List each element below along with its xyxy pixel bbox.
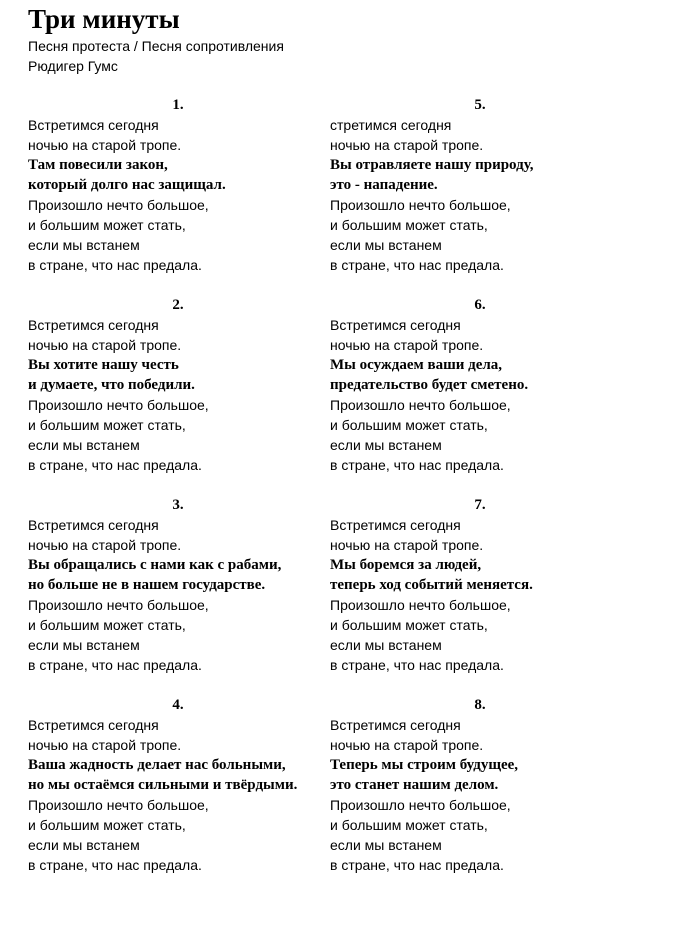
verse-line: Встретимся сегодня bbox=[330, 517, 461, 533]
verse-line: ночью на старой тропе. bbox=[330, 737, 484, 753]
verse-line: в стране, что нас предала. bbox=[28, 857, 202, 873]
verse-line: и большим может стать, bbox=[330, 817, 488, 833]
verse-line: ночью на старой тропе. bbox=[330, 537, 484, 553]
verse-line: ночью на старой тропе. bbox=[28, 537, 182, 553]
verse-line: и большим может стать, bbox=[28, 217, 186, 233]
verse-line: ночью на старой тропе. bbox=[330, 137, 484, 153]
verse-bold-line: Ваша жадность делает нас больными, bbox=[28, 757, 286, 773]
verse-bold-line: Вы хотите нашу честь bbox=[28, 357, 179, 373]
verse-line: и большим может стать, bbox=[28, 617, 186, 633]
verse-line: ночью на старой тропе. bbox=[28, 737, 182, 753]
verse-line: в стране, что нас предала. bbox=[28, 657, 202, 673]
verse-bold-line: Там повесили закон, bbox=[28, 157, 168, 173]
verse-number: 4. bbox=[172, 697, 184, 713]
verse-bold-line: и думаете, что победили. bbox=[28, 377, 195, 393]
verse-line: Произошло нечто большое, bbox=[28, 397, 209, 413]
verse-line: стретимся сегодня bbox=[330, 117, 452, 133]
verse-bold-line: который долго нас защищал. bbox=[28, 177, 226, 193]
verse-line: Встретимся сегодня bbox=[28, 117, 159, 133]
song-subtitle: Песня протеста / Песня сопротивления bbox=[28, 38, 284, 54]
verse-bold-line: Вы отравляете нашу природу, bbox=[330, 157, 534, 173]
verse-line: и большим может стать, bbox=[330, 617, 488, 633]
verse-line: если мы встанем bbox=[330, 437, 442, 453]
song-title: Три минуты bbox=[28, 4, 180, 34]
verse-line: Встретимся сегодня bbox=[330, 717, 461, 733]
verse-line: если мы встанем bbox=[330, 237, 442, 253]
verse-line: ночью на старой тропе. bbox=[28, 137, 182, 153]
verse-bold-line: Теперь мы строим будущее, bbox=[330, 757, 519, 773]
verse-bold-line: Мы осуждаем ваши дела, bbox=[330, 357, 503, 373]
verse-5 bbox=[330, 95, 630, 275]
verse-line: Встретимся сегодня bbox=[28, 717, 159, 733]
verse-line: Произошло нечто большое, bbox=[28, 797, 209, 813]
verse-line: Встретимся сегодня bbox=[28, 317, 159, 333]
verse-number: 7. bbox=[474, 497, 486, 513]
verse-line: в стране, что нас предала. bbox=[330, 657, 504, 673]
verse-bold-line: но больше не в нашем государстве. bbox=[28, 577, 266, 593]
verse-line: если мы встанем bbox=[330, 837, 442, 853]
verse-line: Произошло нечто большое, bbox=[330, 597, 511, 613]
verse-3 bbox=[28, 495, 328, 675]
verse-line: Произошло нечто большое, bbox=[330, 197, 511, 213]
verse-6 bbox=[330, 295, 630, 475]
verse-line: Встретимся сегодня bbox=[28, 517, 159, 533]
verse-line: и большим может стать, bbox=[28, 817, 186, 833]
verse-line: Встретимся сегодня bbox=[330, 317, 461, 333]
verse-number: 5. bbox=[474, 97, 486, 113]
verse-line: если мы встанем bbox=[28, 837, 140, 853]
verse-line: ночью на старой тропе. bbox=[28, 337, 182, 353]
verse-line: и большим может стать, bbox=[330, 417, 488, 433]
verse-2 bbox=[28, 295, 328, 475]
verse-line: ночью на старой тропе. bbox=[330, 337, 484, 353]
verse-8 bbox=[330, 695, 630, 875]
verse-line: если мы встанем bbox=[330, 637, 442, 653]
verse-7 bbox=[330, 495, 630, 675]
verse-line: и большим может стать, bbox=[330, 217, 488, 233]
verse-number: 6. bbox=[474, 297, 486, 313]
verse-number: 3. bbox=[172, 497, 184, 513]
verse-bold-line: Вы обращались с нами как с рабами, bbox=[28, 557, 282, 573]
verse-bold-line: это станет нашим делом. bbox=[330, 777, 499, 793]
verse-number: 2. bbox=[172, 297, 184, 313]
verse-line: если мы встанем bbox=[28, 637, 140, 653]
verse-bold-line: Мы боремся за людей, bbox=[330, 557, 482, 573]
verse-line: Произошло нечто большое, bbox=[28, 597, 209, 613]
verse-number: 1. bbox=[172, 97, 184, 113]
verse-bold-line: предательство будет сметено. bbox=[330, 377, 529, 393]
verse-bold-line: но мы остаёмся сильными и твёрдыми. bbox=[28, 777, 298, 793]
verse-line: в стране, что нас предала. bbox=[330, 257, 504, 273]
verse-line: в стране, что нас предала. bbox=[28, 257, 202, 273]
verse-line: в стране, что нас предала. bbox=[28, 457, 202, 473]
verse-bold-line: это - нападение. bbox=[330, 177, 438, 193]
verse-line: Произошло нечто большое, bbox=[330, 397, 511, 413]
verse-line: Произошло нечто большое, bbox=[330, 797, 511, 813]
verse-line: если мы встанем bbox=[28, 237, 140, 253]
verse-4 bbox=[28, 695, 328, 875]
verse-bold-line: теперь ход событий меняется. bbox=[330, 577, 533, 593]
verse-line: в стране, что нас предала. bbox=[330, 457, 504, 473]
verse-1 bbox=[28, 95, 328, 275]
verse-line: если мы встанем bbox=[28, 437, 140, 453]
verse-line: и большим может стать, bbox=[28, 417, 186, 433]
song-author: Рюдигер Гумс bbox=[28, 58, 118, 74]
verse-line: в стране, что нас предала. bbox=[330, 857, 504, 873]
verse-line: Произошло нечто большое, bbox=[28, 197, 209, 213]
verse-number: 8. bbox=[474, 697, 486, 713]
